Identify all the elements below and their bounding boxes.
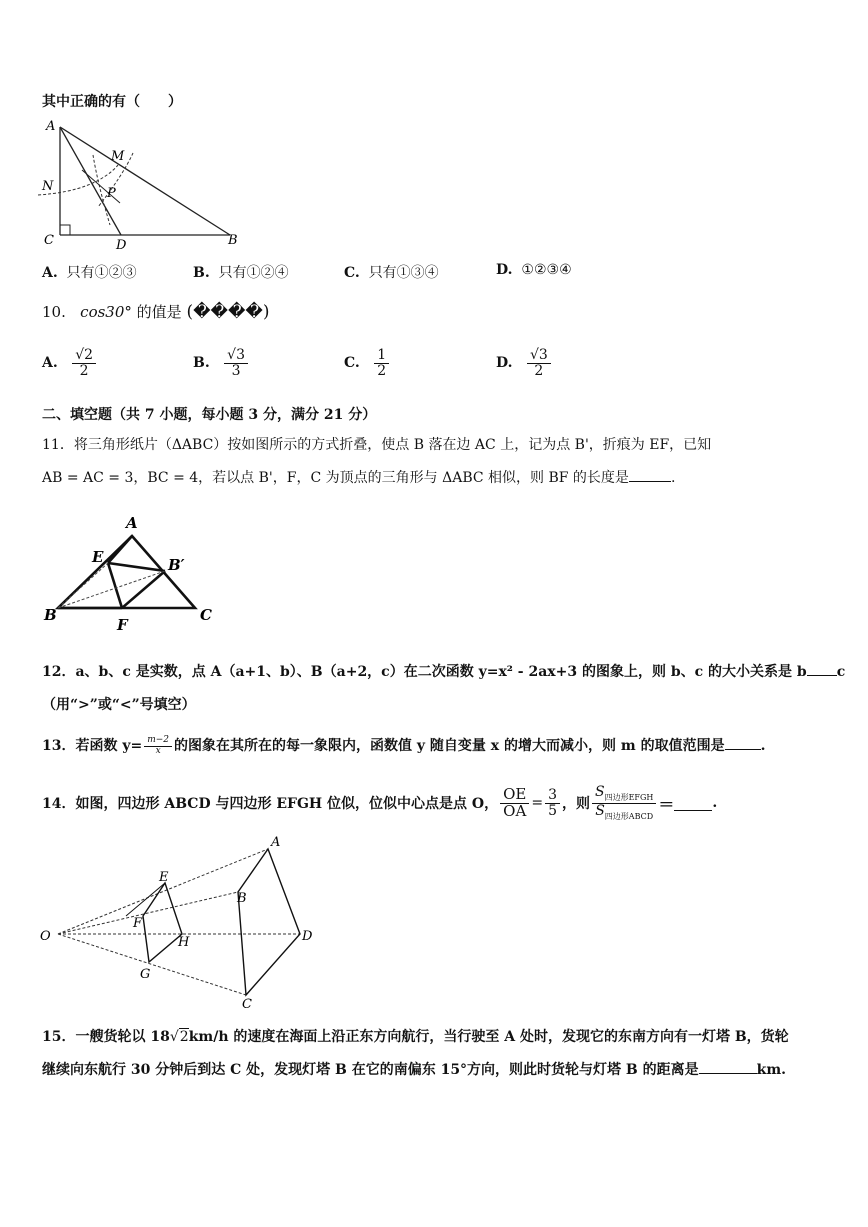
q10-option-c: C. $\frac{1}{2}$ — [344, 348, 391, 378]
q9-option-d: D. ①②③④ — [496, 262, 572, 278]
section-title: 二、填空题（共 7 小题，每小题 3 分，满分 21 分） — [42, 407, 377, 423]
q9-label-d: D — [116, 238, 127, 253]
q15-answer-blank[interactable] — [699, 1059, 757, 1074]
q13-line: 13．若函数 y= $\frac{m-2}{x}$ 的图象在其所在的每一象限内，函数值 y 随自变量 x 的增大而减小，则 m 的取值范围是 . — [42, 735, 766, 756]
q9-label-p: P — [107, 186, 116, 201]
q11-label-e: E — [92, 548, 104, 566]
q11-line1: 11．将三角形纸片（ΔABC）按如图所示的方式折叠，使点 B 落在边 AC 上，记为点 B'，折痕为 EF，已知 — [42, 437, 712, 453]
q14-figure — [36, 832, 326, 1014]
q11-label-f: F — [117, 616, 128, 634]
q11-label-bprime: B′ — [168, 556, 185, 574]
q14-label-o: O — [40, 929, 51, 944]
q11-label-c: C — [200, 606, 212, 624]
q10-option-a: A. $\frac{√2}{2}$ — [42, 348, 98, 378]
q11-answer-blank[interactable] — [629, 467, 671, 482]
q9-option-b: B. 只有①②④ — [193, 265, 289, 281]
q12-line1: 12．a、b、c 是实数，点 A（a+1、b）、B（a+2，c）在二次函数 y=x² - 2ax+3 的图象上，则 b、c 的大小关系是 b c — [42, 661, 845, 681]
q9-option-a: A. 只有①②③ — [42, 265, 137, 281]
q9-label-c: C — [44, 233, 54, 248]
q11-label-b: B — [44, 606, 57, 624]
q10-option-d: D. $\frac{√3}{2}$ — [496, 348, 553, 378]
q14-answer-blank[interactable] — [674, 796, 712, 811]
q9-option-c: C. 只有①③④ — [344, 265, 439, 281]
q10-option-b: B. $\frac{√3}{3}$ — [193, 348, 250, 378]
q12-answer-blank[interactable] — [807, 661, 837, 676]
q14-label-d: D — [302, 929, 313, 944]
q14-label-f: F — [133, 916, 143, 931]
q13-answer-blank[interactable] — [725, 735, 761, 750]
q15-line1: 15．一艘货轮以 18√2km/h 的速度在海面上沿正东方向航行，当行驶至 A 处时，发现它的东南方向有一灯塔 B，货轮 — [42, 1029, 789, 1045]
q14-label-b: B — [237, 891, 247, 906]
q11-label-a: A — [126, 514, 138, 532]
q15-line2: 继续向东航行 30 分钟后到达 C 处，发现灯塔 B 在它的南偏东 15°方向，则此时货轮与灯塔 B 的距离是 km. — [42, 1059, 786, 1079]
q14-label-a: A — [271, 835, 281, 850]
q12-line2: （用“>”或“<”号填空） — [42, 697, 196, 713]
q11-line2: AB = AC = 3，BC = 4，若以点 B'，F，C 为顶点的三角形与 ΔABC 相似，则 BF 的长度是 . — [42, 467, 675, 487]
q14-line: 14．如图，四边形 ABCD 与四边形 EFGH 位似，位似中心点是点 O， $\frac{OE}{OA}$ = $\frac{3}{5}$ ，则 $\frac{S_{四边形EFGH}}{S_{四边形ABCD}}$ ＝ . — [42, 784, 718, 821]
q14-label-e: E — [159, 870, 169, 885]
q14-label-c: C — [242, 997, 252, 1012]
q9-label-a: A — [46, 119, 56, 134]
q9-figure — [38, 115, 248, 255]
q11-figure — [40, 508, 230, 636]
q9-label-b: B — [228, 233, 238, 248]
q10-stem: 10. cos30° 的值是 (����) — [42, 302, 270, 322]
q14-label-h: H — [178, 935, 190, 950]
q9-label-m: M — [111, 149, 125, 164]
q9-label-n: N — [42, 179, 54, 194]
q14-label-g: G — [140, 967, 151, 982]
q9-stem: 其中正确的有（ ） — [42, 94, 182, 110]
